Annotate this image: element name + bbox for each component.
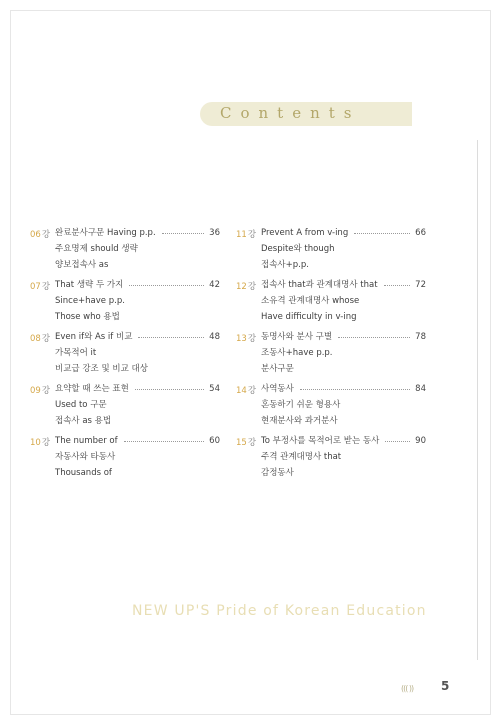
lesson-number-value: 13 [236, 334, 247, 344]
side-rule [477, 140, 478, 660]
page-reference: 48 [209, 332, 220, 342]
footer-decoration: ((( )) [401, 684, 414, 693]
lesson-number-value: 09 [30, 386, 41, 396]
lesson-number-value: 07 [30, 282, 41, 292]
dot-leader [124, 441, 204, 442]
dot-leader [129, 285, 204, 286]
lesson-unit: 강 [247, 438, 257, 448]
topic-line: Despite와 though [261, 244, 335, 254]
toc-entry[interactable] [30, 228, 230, 280]
toc-entry[interactable] [236, 384, 436, 436]
page-reference: 84 [415, 384, 426, 394]
lesson-number [236, 384, 256, 396]
topic-line: The number of [55, 436, 118, 446]
lesson-number [236, 332, 256, 344]
contents-banner [200, 102, 412, 126]
lesson-number-value: 10 [30, 438, 41, 448]
page-reference: 78 [415, 332, 426, 342]
topic-line: 주격 관계대명사 that [261, 452, 342, 462]
toc-column-left [30, 228, 230, 488]
lesson-number [236, 280, 256, 292]
toc-entry[interactable] [236, 436, 436, 488]
lesson-unit: 강 [247, 282, 257, 292]
topic-line: To 부정사를 목적어로 받는 동사 [261, 436, 380, 446]
topic-line: Have difficulty in v-ing [261, 312, 357, 322]
toc-entry[interactable] [30, 280, 230, 332]
toc-entry[interactable] [236, 280, 436, 332]
lesson-number [30, 228, 50, 240]
page-reference: 66 [415, 228, 426, 238]
topic-line: That 생략 두 가지 [55, 280, 124, 290]
lesson-unit: 강 [247, 386, 257, 396]
lesson-number [30, 332, 50, 344]
page-number: 5 [441, 679, 450, 693]
topic-line: 접속사 as 용법 [55, 416, 112, 426]
toc-entry[interactable] [30, 384, 230, 436]
lesson-number-value: 12 [236, 282, 247, 292]
topic-line: 혼동하기 쉬운 형용사 [261, 400, 341, 410]
lesson-number [30, 384, 50, 396]
lesson-unit: 강 [247, 230, 257, 240]
lesson-number [236, 228, 256, 240]
lesson-unit: 강 [247, 334, 257, 344]
lesson-number-value: 14 [236, 386, 247, 396]
topic-line: 자동사와 타동사 [55, 452, 116, 462]
lesson-number [30, 280, 50, 292]
topic-line: Since+have p.p. [55, 296, 125, 306]
toc-column-right [236, 228, 436, 488]
topic-line: 가목적어 it [55, 348, 97, 358]
topic-line: Even if와 As if 비교 [55, 332, 133, 342]
topic-line: Prevent A from v-ing [261, 228, 349, 238]
lesson-unit: 강 [41, 230, 51, 240]
topic-line: 주요명제 should 생략 [55, 244, 138, 254]
topic-line: 분사구문 [261, 364, 294, 374]
dot-leader [135, 389, 204, 390]
topic-line: 요약할 때 쓰는 표현 [55, 384, 129, 394]
lesson-number-value: 11 [236, 230, 247, 240]
topic-line: 소유격 관계대명사 whose [261, 296, 360, 306]
topic-line: 사역동사 [261, 384, 294, 394]
tagline: NEW UP'S Pride of Korean Education [132, 603, 427, 619]
topic-line: Thousands of [55, 468, 112, 478]
toc-entry[interactable] [30, 332, 230, 384]
topic-line: 완료분사구문 Having p.p. [55, 228, 156, 238]
topic-line: Those who 용법 [55, 312, 120, 322]
page-reference: 54 [209, 384, 220, 394]
dot-leader [138, 337, 204, 338]
lesson-unit: 강 [41, 282, 51, 292]
page-reference: 36 [209, 228, 220, 238]
lesson-number-value: 06 [30, 230, 41, 240]
contents-title: Contents [220, 104, 361, 122]
topic-line: Used to 구문 [55, 400, 107, 410]
page-reference: 60 [209, 436, 220, 446]
dot-leader [354, 233, 410, 234]
lesson-unit: 강 [41, 334, 51, 344]
topic-line: 양보접속사 as [55, 260, 109, 270]
page-reference: 90 [415, 436, 426, 446]
topic-line: 비교급 강조 및 비교 대상 [55, 364, 148, 374]
topic-line: 감정동사 [261, 468, 294, 478]
lesson-unit: 강 [41, 386, 51, 396]
lesson-number [236, 436, 256, 448]
toc-entry[interactable] [236, 332, 436, 384]
dot-leader [338, 337, 410, 338]
topic-line: 동명사와 분사 구별 [261, 332, 333, 342]
topic-line: 조동사+have p.p. [261, 348, 333, 358]
lesson-number [30, 436, 50, 448]
dot-leader [162, 233, 204, 234]
lesson-number-value: 15 [236, 438, 247, 448]
lesson-number-value: 08 [30, 334, 41, 344]
topic-line: 접속사+p.p. [261, 260, 309, 270]
page-reference: 42 [209, 280, 220, 290]
toc-entry[interactable] [30, 436, 230, 488]
topic-line: 접속사 that과 관계대명사 that [261, 280, 378, 290]
page-reference: 72 [415, 280, 426, 290]
topic-line: 현재분사와 과거분사 [261, 416, 338, 426]
lesson-unit: 강 [41, 438, 51, 448]
toc-entry[interactable] [236, 228, 436, 280]
dot-leader [300, 389, 410, 390]
